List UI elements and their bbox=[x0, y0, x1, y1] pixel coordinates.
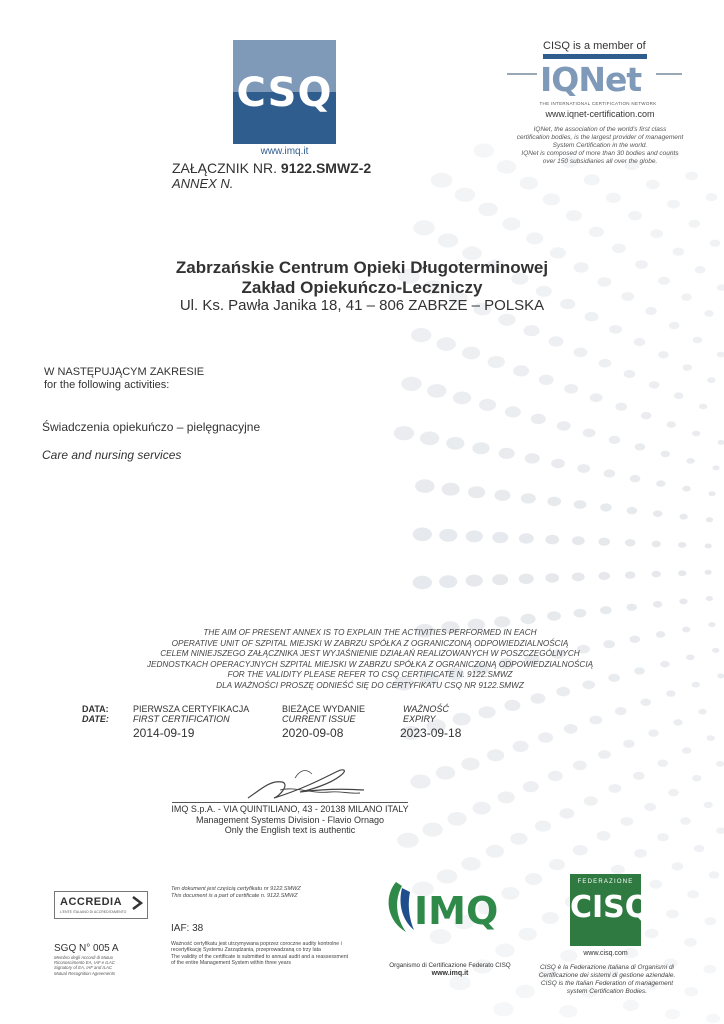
issuer-block: IMQ S.p.A. - VIA QUINTILIANO, 43 - 20138 MILANO ITALY Management Systems Division - Flavio Ornago Only the English text is authentic bbox=[171, 804, 409, 835]
decorative-dot bbox=[678, 542, 686, 548]
decorative-dot bbox=[550, 247, 566, 258]
decorative-dot bbox=[519, 574, 534, 584]
decorative-dot bbox=[502, 218, 520, 231]
decorative-dot bbox=[446, 437, 464, 450]
decorative-dot bbox=[634, 849, 647, 858]
decorative-dot bbox=[699, 404, 707, 410]
date-label-pl: DATA: bbox=[82, 704, 109, 714]
sgq-number: SGQ N° 005 A bbox=[54, 943, 119, 954]
decorative-dot bbox=[666, 910, 679, 919]
decorative-dot bbox=[705, 570, 712, 575]
organization-address: Ul. Ks. Pawła Janika 18, 41 – 806 ZABRZE – POLSKA bbox=[179, 297, 545, 314]
decorative-dot bbox=[623, 740, 635, 748]
current-issue-label-en: CURRENT ISSUE bbox=[282, 714, 356, 724]
decorative-dot bbox=[641, 412, 652, 419]
first-cert-label-pl: PIERWSZA CERTYFIKACJA bbox=[133, 704, 250, 714]
expiry-date: 2023-09-18 bbox=[400, 726, 462, 740]
decorative-dot bbox=[684, 938, 697, 947]
decorative-dot bbox=[574, 500, 587, 509]
decorative-dot bbox=[626, 604, 637, 611]
decorative-dot bbox=[709, 491, 716, 496]
decorative-dot bbox=[624, 370, 636, 378]
decorative-dot bbox=[704, 802, 713, 809]
decorative-dot bbox=[439, 529, 457, 542]
decorative-dot bbox=[525, 453, 540, 463]
first-cert-label-en: FIRST CERTIFICATION bbox=[133, 714, 230, 724]
decorative-dot bbox=[436, 766, 455, 780]
iqnet-rule-left bbox=[507, 73, 537, 75]
decorative-dot bbox=[707, 377, 715, 383]
decorative-dot bbox=[633, 772, 645, 780]
first-cert-date: 2014-09-19 bbox=[133, 726, 195, 740]
decorative-dot bbox=[707, 735, 715, 741]
iqnet-logo: IQNet bbox=[540, 60, 642, 99]
activity-pl: Świadczenia opiekuńczo – pielęgnacyjne bbox=[42, 420, 261, 434]
decorative-dot bbox=[410, 775, 430, 789]
decorative-dot bbox=[574, 348, 588, 358]
decorative-dot bbox=[453, 392, 471, 405]
expiry-label-pl: WAŻNOŚĆ bbox=[403, 704, 449, 714]
decorative-dot bbox=[519, 533, 534, 543]
decorative-dot bbox=[437, 337, 456, 351]
decorative-dot bbox=[492, 574, 508, 585]
decorative-dot bbox=[667, 200, 680, 209]
cisq-logo: FEDERAZIONE CISQ bbox=[570, 874, 641, 946]
decorative-dot bbox=[559, 1005, 577, 1018]
decorative-dot bbox=[573, 845, 588, 855]
decorative-dot bbox=[704, 965, 717, 974]
decorative-dot bbox=[519, 928, 537, 941]
decorative-dot bbox=[557, 421, 571, 431]
decorative-dot bbox=[488, 356, 505, 368]
decorative-dot bbox=[656, 480, 665, 487]
decorative-dot bbox=[523, 781, 539, 792]
decorative-dot bbox=[415, 479, 434, 493]
decorative-dot bbox=[574, 609, 587, 618]
decorative-dot bbox=[712, 465, 719, 470]
decorative-dot bbox=[590, 393, 603, 402]
decorative-dot bbox=[499, 448, 515, 459]
decorative-dot bbox=[646, 180, 660, 190]
decorative-dot bbox=[413, 220, 435, 235]
decorative-dot bbox=[708, 622, 715, 627]
iqnet-rule-right bbox=[656, 73, 682, 75]
decorative-dot bbox=[539, 375, 554, 385]
decorative-dot bbox=[487, 749, 504, 761]
decorative-dot bbox=[658, 351, 669, 358]
decorative-dot bbox=[705, 917, 717, 925]
iaf-code: IAF: 38 bbox=[171, 923, 204, 934]
decorative-dot bbox=[712, 648, 719, 653]
decorative-dot bbox=[673, 248, 685, 256]
decorative-dot bbox=[611, 865, 625, 875]
signature-line bbox=[172, 802, 408, 803]
date-label-en: DATE: bbox=[82, 714, 109, 724]
decorative-dot bbox=[431, 173, 453, 188]
decorative-dot bbox=[620, 817, 633, 826]
cisq-description: CISQ è la Federazione Italiana di Organismi di Certificazione dei sistemi di gestione aziendale. CISQ is the Italian Federation of management system Certification Bodies. bbox=[538, 964, 676, 995]
decorative-dot bbox=[478, 203, 497, 217]
decorative-dot bbox=[521, 614, 536, 624]
decorative-dot bbox=[549, 859, 565, 870]
decorative-dot bbox=[498, 314, 515, 326]
decorative-dot bbox=[504, 700, 520, 711]
decorative-dot bbox=[609, 436, 621, 444]
decorative-dot bbox=[705, 544, 712, 549]
decorative-dot bbox=[640, 699, 651, 706]
current-issue-label-pl: BIEŻĄCE WYDANIE bbox=[282, 704, 366, 714]
decorative-dot bbox=[650, 229, 663, 238]
decorative-dot bbox=[657, 833, 669, 841]
decorative-dot bbox=[494, 616, 510, 627]
decorative-dot bbox=[493, 1002, 513, 1016]
decorative-dot bbox=[551, 459, 565, 469]
decorative-dot bbox=[716, 761, 724, 767]
decorative-dot bbox=[653, 510, 662, 517]
decorative-dot bbox=[615, 707, 627, 715]
decorative-dot bbox=[682, 486, 690, 492]
decorative-dot bbox=[498, 791, 515, 803]
signature bbox=[240, 760, 370, 806]
svg-text:IMQ: IMQ bbox=[414, 889, 499, 933]
decorative-dot bbox=[461, 758, 479, 771]
expiry-label-en: EXPIRY bbox=[403, 714, 436, 724]
decorative-dot bbox=[411, 328, 431, 342]
decorative-dot bbox=[530, 693, 545, 703]
decorative-dot bbox=[547, 497, 561, 507]
decorative-dot bbox=[623, 1000, 639, 1011]
iqnet-description: IQNet, the association of the world's first class certification bodies, is the largest provider of management System Certification in the world. IQNet is composed of more than 30 bodies and counts over 150 subsidiaries all over the globe. bbox=[516, 126, 684, 165]
decorative-dot bbox=[420, 432, 439, 446]
decorative-dot bbox=[598, 572, 610, 580]
iqnet-network-name: THE INTERNATIONAL CERTIFICATION NETWORK bbox=[539, 101, 657, 106]
decorative-dot bbox=[572, 573, 585, 582]
decorative-dot bbox=[455, 188, 475, 202]
decorative-dot bbox=[678, 570, 686, 576]
decorative-dot bbox=[495, 944, 514, 958]
annex-notes: THE AIM OF PRESENT ANNEX IS TO EXPLAIN THE ACTIVITIES PERFORMED IN EACH OPERATIVE UNIT OF SZPITAL MIEJSKI W ZABRZU SPÓŁKA Z OGRANICZONĄ ODPOWIEDZIALNOŚCIĄ CELEM NINIEJSZEGO ZAŁĄCZNIKA JEST WYJAŚNIENIE DZIAŁAŃ REALIZOWANYCH W POSZCZEGÓLNYCH JEDNOSTKACH OPERACYJNYCH SZPITAL MIEJSKI W ZABRZU SPÓŁKA Z OGRANICZONĄ ODPOWIEDZIALNOŚCIĄ FOR THE VALIDITY PLEASE REFER TO CSQ CERTIFICATE N. 9122.SMWZ DLA WAŻNOŚCI PROSZĘ ODNIEŚĆ SIĘ DO CERTYFIKATU CSQ NR 9122.SMWZ bbox=[146, 628, 594, 690]
decorative-dot bbox=[589, 716, 602, 725]
decorative-dot bbox=[468, 486, 485, 498]
decorative-dot bbox=[706, 193, 718, 201]
decorative-dot bbox=[672, 862, 684, 870]
decorative-dot bbox=[549, 336, 564, 346]
decorative-dot bbox=[494, 490, 510, 501]
decorative-dot bbox=[606, 193, 621, 203]
decorative-dot bbox=[682, 627, 690, 633]
decorative-dot bbox=[589, 227, 604, 237]
decorative-dot bbox=[649, 381, 660, 388]
decorative-dot bbox=[577, 464, 590, 473]
decorative-dot bbox=[486, 845, 504, 858]
decorative-dot bbox=[583, 429, 596, 438]
current-issue-date: 2020-09-08 bbox=[282, 726, 344, 740]
decorative-dot bbox=[598, 750, 611, 759]
decorative-dot bbox=[653, 601, 662, 608]
organization-subname: Zakład Opiekuńczo-Leczniczy bbox=[241, 278, 483, 297]
accredia-mark-icon bbox=[131, 896, 143, 910]
decorative-dot bbox=[545, 573, 559, 583]
decorative-dot bbox=[615, 403, 627, 411]
decorative-dot bbox=[666, 690, 675, 697]
imq-caption: Organismo di Certificazione Federato CISQ www.imq.it bbox=[389, 962, 511, 977]
scope-label-pl: W NASTĘPUJĄCYM ZAKRESIE bbox=[44, 366, 205, 378]
decorative-dot bbox=[692, 431, 700, 437]
decorative-dot bbox=[693, 337, 702, 344]
decorative-dot bbox=[573, 761, 587, 771]
decorative-dot bbox=[687, 890, 699, 898]
decorative-dot bbox=[413, 528, 432, 542]
decorative-dot bbox=[684, 987, 698, 997]
decorative-dot bbox=[474, 144, 494, 158]
iqnet-member-text: CISQ is a member of bbox=[543, 40, 646, 52]
csq-url: www.imq.it bbox=[260, 146, 309, 157]
mra-text: Membro degli Accordi di Mutuo Riconoscimento EA, IAF e ILAC Signatory of EA, IAF and ILAC Mutual Recognition Agreements bbox=[54, 955, 115, 976]
annex-number: ZAŁĄCZNIK NR. 9122.SMWZ-2 bbox=[172, 160, 372, 176]
decorative-dot bbox=[634, 338, 646, 346]
decorative-dot bbox=[627, 507, 638, 514]
decorative-dot bbox=[462, 347, 480, 360]
decorative-dot bbox=[600, 606, 612, 614]
decorative-dot bbox=[661, 451, 670, 458]
decorative-dot bbox=[679, 599, 687, 605]
decorative-dot bbox=[442, 483, 460, 496]
csq-logo: CSQ bbox=[233, 40, 336, 144]
decorative-dot bbox=[608, 784, 621, 793]
decorative-dot bbox=[538, 732, 553, 742]
decorative-dot bbox=[524, 325, 540, 336]
decorative-dot bbox=[717, 352, 724, 358]
decorative-dot bbox=[669, 322, 680, 329]
decorative-dot bbox=[710, 240, 721, 247]
iqnet-url: www.iqnet-certification.com bbox=[545, 109, 655, 119]
decorative-dot bbox=[649, 880, 662, 889]
decorative-dot bbox=[628, 211, 642, 221]
decorative-dot bbox=[492, 532, 508, 543]
scope-label-en: for the following activities: bbox=[44, 379, 170, 391]
accredia-logo: ACCREDIA L'ENTE ITALIANO DI ACCREDITAMENTO bbox=[54, 891, 148, 919]
decorative-dot bbox=[453, 713, 471, 726]
decorative-dot bbox=[674, 392, 683, 399]
decorative-dot bbox=[427, 384, 446, 398]
decorative-dot bbox=[520, 177, 538, 190]
cisq-url: www.cisq.com bbox=[583, 950, 628, 957]
decorative-dot bbox=[564, 724, 578, 734]
decorative-dot bbox=[709, 871, 720, 878]
decorative-dot bbox=[689, 220, 701, 228]
decorative-dot bbox=[706, 596, 713, 601]
decorative-dot bbox=[479, 399, 496, 411]
decorative-dot bbox=[680, 817, 691, 824]
imq-logo bbox=[384, 878, 514, 938]
decorative-dot bbox=[413, 576, 432, 590]
decorative-dot bbox=[698, 709, 706, 715]
decorative-dot bbox=[706, 517, 713, 522]
decorative-dot bbox=[584, 174, 600, 185]
decorative-dot bbox=[625, 539, 636, 546]
decorative-dot bbox=[717, 673, 724, 678]
decorative-dot bbox=[599, 359, 612, 368]
decorative-dot bbox=[706, 1014, 720, 1024]
decorative-dot bbox=[572, 536, 585, 545]
decorative-dot bbox=[645, 929, 659, 939]
decorative-dot bbox=[682, 747, 691, 754]
decorative-dot bbox=[657, 760, 668, 767]
decorative-dot bbox=[542, 912, 559, 924]
decorative-dot bbox=[505, 406, 521, 417]
annex-label-en: ANNEX N. bbox=[172, 176, 234, 191]
decorative-dot bbox=[644, 803, 656, 811]
decorative-dot bbox=[438, 233, 458, 247]
decorative-dot bbox=[439, 575, 457, 588]
decorative-dot bbox=[543, 193, 560, 205]
decorative-dot bbox=[648, 729, 659, 736]
decorative-dot bbox=[513, 741, 529, 752]
decorative-dot bbox=[525, 873, 542, 885]
decorative-dot bbox=[394, 426, 414, 440]
decorative-dot bbox=[547, 611, 561, 621]
decorative-dot bbox=[635, 443, 646, 450]
decorative-dot bbox=[513, 365, 529, 376]
decorative-dot bbox=[625, 571, 636, 578]
decorative-dot bbox=[566, 210, 582, 221]
decorative-dot bbox=[478, 706, 495, 718]
decorative-dot bbox=[526, 232, 543, 244]
document-part-note: Ten dokument jest częścią certyfikatu nr 9122.SMWZ This document is a part of certificate n. 9122.SMWZ bbox=[171, 886, 301, 899]
decorative-dot bbox=[545, 535, 559, 545]
decorative-dot bbox=[598, 538, 610, 546]
decorative-dot bbox=[401, 377, 421, 391]
decorative-dot bbox=[694, 845, 705, 852]
decorative-dot bbox=[597, 831, 611, 841]
decorative-dot bbox=[466, 575, 483, 587]
validity-note: Ważność certyfikatu jest utrzymywana poprzez coroczne audity kontrolne i recertyfikację Systemu Zarządzania, przeprowadzaną co trzy lata The validity of the certificate is submitted to annual audit and a reassessment of the entire Management System within three years bbox=[171, 941, 349, 967]
decorative-dot bbox=[692, 775, 701, 782]
decorative-dot bbox=[716, 827, 724, 834]
decorative-dot bbox=[600, 503, 612, 511]
decorative-dot bbox=[564, 384, 578, 394]
decorative-dot bbox=[521, 493, 536, 503]
decorative-dot bbox=[683, 364, 692, 371]
decorative-dot bbox=[630, 475, 641, 482]
decorative-dot bbox=[668, 789, 679, 796]
organization-name: Zabrzańskie Centrum Opieki Długoterminowej bbox=[175, 258, 549, 277]
decorative-dot bbox=[604, 469, 616, 477]
decorative-dot bbox=[652, 541, 661, 548]
decorative-dot bbox=[718, 440, 724, 445]
decorative-dot bbox=[609, 325, 622, 334]
decorative-dot bbox=[548, 771, 563, 781]
decorative-dot bbox=[686, 654, 694, 660]
decorative-dot bbox=[673, 719, 682, 726]
decorative-dot bbox=[665, 1009, 680, 1019]
decorative-dot bbox=[472, 442, 489, 454]
decorative-dot bbox=[679, 514, 687, 520]
decorative-dot bbox=[531, 414, 546, 424]
decorative-dot bbox=[692, 682, 700, 688]
decorative-dot bbox=[584, 796, 598, 806]
decorative-dot bbox=[685, 172, 698, 181]
decorative-dot bbox=[667, 421, 676, 428]
decorative-dot bbox=[461, 857, 480, 871]
decorative-dot bbox=[686, 458, 694, 464]
decorative-dot bbox=[612, 244, 626, 254]
decorative-dot bbox=[652, 571, 661, 578]
decorative-dot bbox=[466, 530, 483, 542]
activity-en: Care and nursing services bbox=[42, 448, 182, 462]
